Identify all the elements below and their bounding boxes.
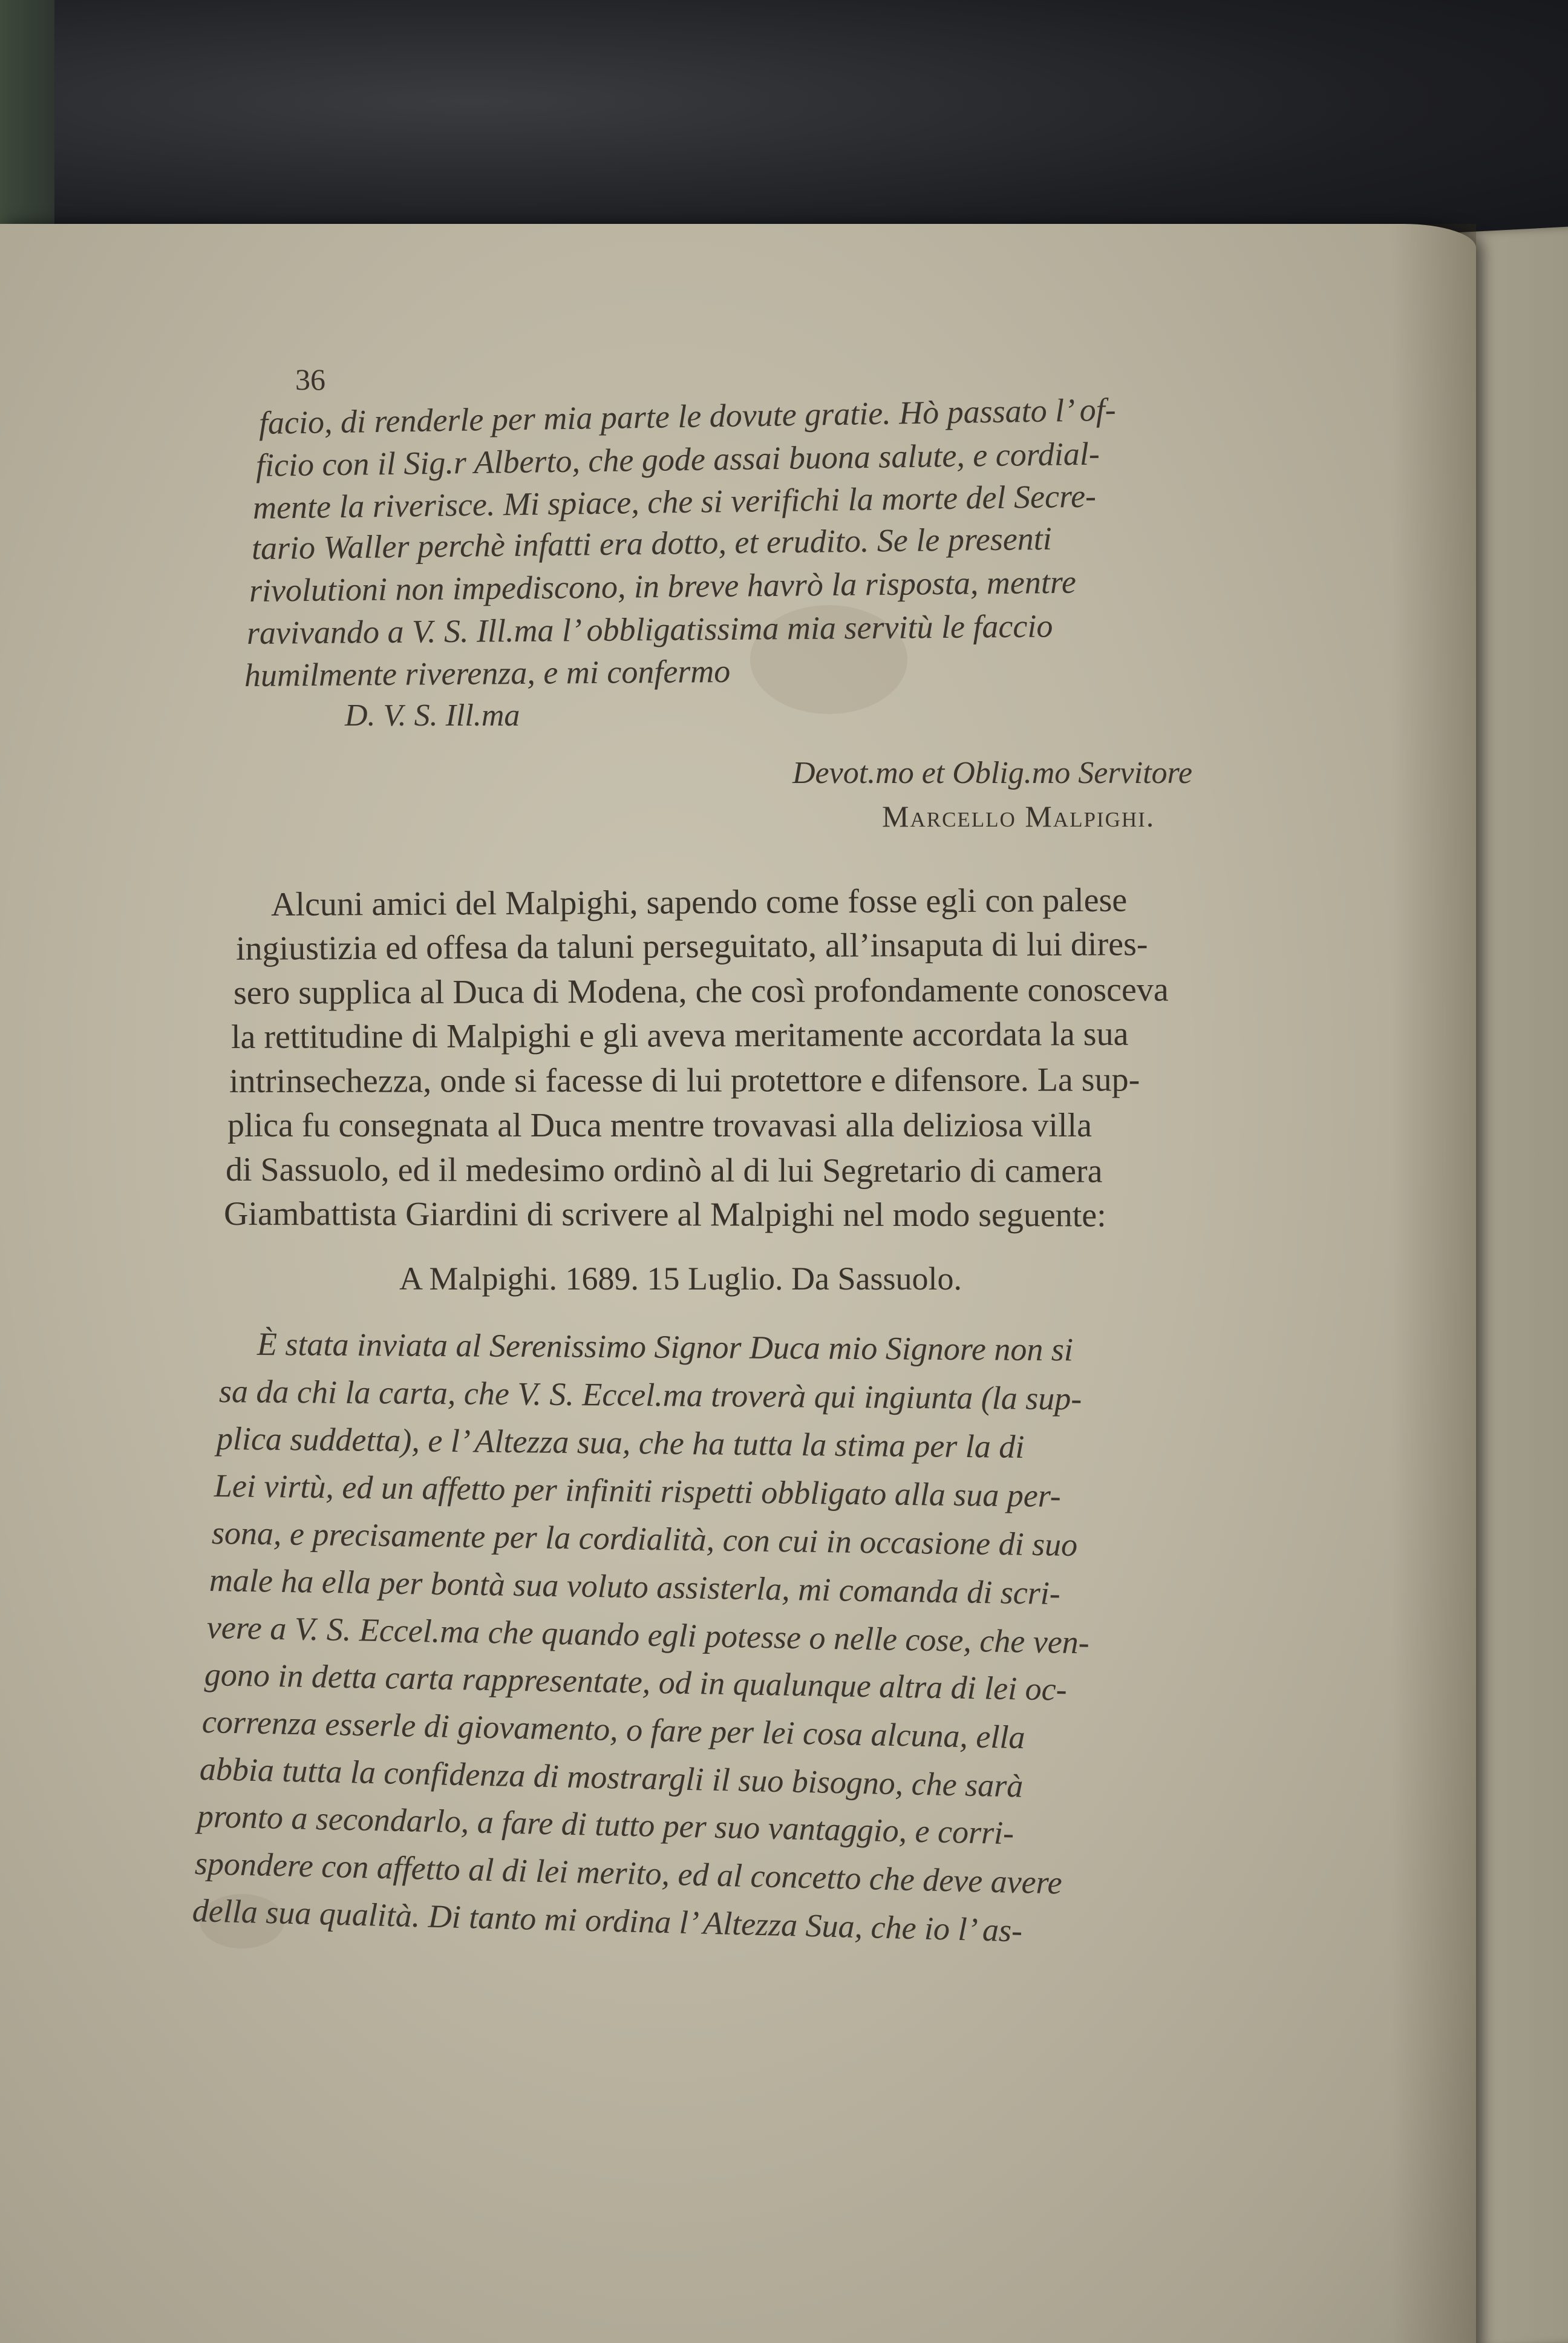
letter-line: ravivando a V. S. Ill.ma l’ obbligatissima mia servitù le faccio bbox=[246, 608, 1053, 651]
salutation: D. V. S. Ill.ma bbox=[345, 698, 520, 733]
narrative-line: la rettitudine di Malpighi e gli aveva meritamente accordata la sua bbox=[230, 1015, 1129, 1056]
letter-line: tario Waller perchè infatti era dotto, et erudito. Se le presenti bbox=[251, 520, 1053, 566]
letter-line: mente la riverisce. Mi spiace, che si verifichi la morte del Secre- bbox=[252, 477, 1097, 526]
second-letter-line: abbia tutta la confidenza di mostrargli il suo bisogno, che sarà bbox=[199, 1751, 1024, 1804]
letter-line: facio, di renderle per mia parte le dovute gratie. Hò passato l’ of- bbox=[258, 391, 1117, 441]
narrative-line: di Sassuolo, ed il medesimo ordinò al di lui Segretario di camera bbox=[225, 1151, 1103, 1190]
narrative-line: intrinsechezza, onde si facesse di lui protettore e difensore. La sup- bbox=[229, 1061, 1140, 1100]
second-letter-line: correnza esserle di giovamento, o fare per lei cosa alcuna, ella bbox=[201, 1703, 1026, 1756]
background-fabric bbox=[0, 0, 1568, 254]
background-cover-edge bbox=[0, 0, 54, 236]
second-letter-line: spondere con affetto al di lei merito, ed al concetto che deve avere bbox=[194, 1845, 1063, 1901]
page-gutter-shadow bbox=[1391, 224, 1476, 2343]
second-letter-line: gono in detta carta rappresentate, od in qualunque altra di lei oc- bbox=[204, 1656, 1068, 1708]
narrative-line: Alcuni amici del Malpighi, sapendo come fosse egli con palese bbox=[270, 881, 1128, 923]
second-letter-line: Lei virtù, ed un affetto per infiniti rispetti obbligato alla sua per- bbox=[214, 1467, 1062, 1515]
letter-line: rivolutioni non impediscono, in breve havrò la risposta, mentre bbox=[249, 563, 1077, 609]
second-letter-line: vere a V. S. Eccel.ma che quando egli potesse o nelle cose, che ven- bbox=[206, 1609, 1090, 1661]
narrative-line: plica fu consegnata al Duca mentre trovavasi alla deliziosa villa bbox=[227, 1107, 1092, 1144]
page-number: 36 bbox=[295, 362, 325, 396]
narrative-line: sero supplica al Duca di Modena, che così profondamente conosceva bbox=[233, 971, 1169, 1012]
signature: Marcello Malpighi. bbox=[882, 799, 1155, 833]
second-letter-line: È stata inviata al Serenissimo Signor Duca mio Signore non si bbox=[256, 1326, 1074, 1368]
second-letter-line: della sua qualità. Di tanto mi ordina l’ Altezza Sua, che io l’ as- bbox=[192, 1892, 1023, 1949]
letter-line: ficio con il Sig.r Alberto, che gode assai buona salute, e cordial- bbox=[255, 435, 1100, 483]
letter-heading: A Malpighi. 1689. 15 Luglio. Da Sassuolo. bbox=[399, 1260, 962, 1297]
letter-line: humilmente riverenza, e mi confermo bbox=[244, 652, 731, 693]
narrative-line: Giambattista Giardini di scrivere al Malpighi nel modo seguente: bbox=[223, 1195, 1106, 1234]
narrative-line: ingiustizia ed offesa da taluni perseguitato, all’insaputa di lui dires- bbox=[235, 925, 1148, 968]
second-letter-line: sa da chi la carta, che V. S. Eccel.ma troverà qui ingiunta (la sup- bbox=[218, 1373, 1082, 1417]
closing-formula: Devot.mo et Oblig.mo Servitore bbox=[792, 756, 1192, 790]
second-letter-line: plica suddetta), e l’ Altezza sua, che ha tutta la stima per la di bbox=[216, 1420, 1025, 1465]
second-letter-line: sona, e precisamente per la cordialità, con cui in occasione di suo bbox=[211, 1515, 1078, 1563]
second-letter-line: pronto a secondarlo, a fare di tutto per suo vantaggio, e corri- bbox=[197, 1798, 1014, 1852]
second-letter-line: male ha ella per bontà sua voluto assisterla, mi comanda di scri- bbox=[209, 1562, 1061, 1612]
